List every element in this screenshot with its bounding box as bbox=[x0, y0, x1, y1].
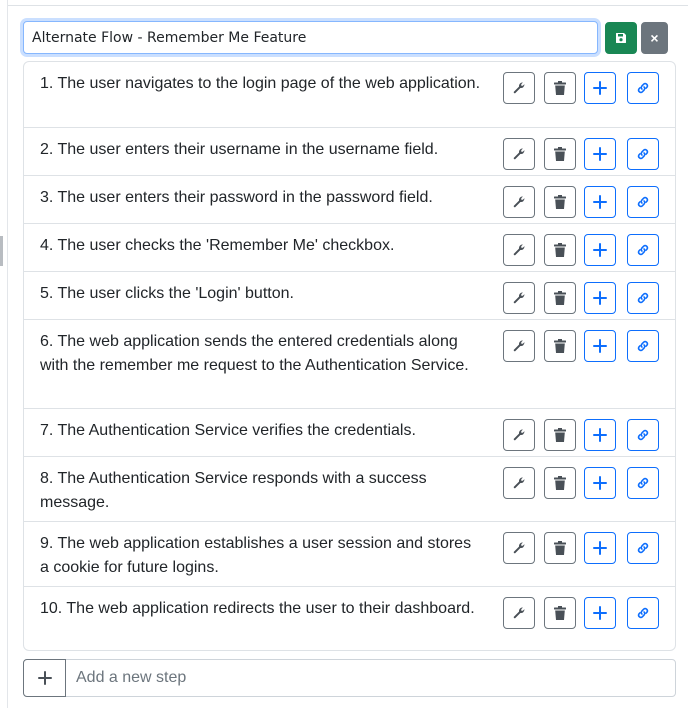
trash-icon bbox=[554, 147, 566, 161]
wrench-icon bbox=[512, 243, 526, 257]
wrench-icon bbox=[512, 606, 526, 620]
step-actions bbox=[503, 532, 660, 564]
delete-step-button[interactable] bbox=[544, 138, 576, 170]
link-step-button[interactable] bbox=[627, 234, 659, 266]
link-icon bbox=[636, 81, 650, 95]
step-row bbox=[24, 408, 675, 456]
cancel-button[interactable] bbox=[641, 22, 668, 54]
trash-icon bbox=[554, 476, 566, 490]
add-substep-button[interactable] bbox=[584, 532, 616, 564]
step-text: 9. The web application establishes a user session and stores a cookie for future logins. bbox=[40, 535, 472, 576]
step-actions bbox=[503, 282, 660, 314]
trash-icon bbox=[554, 243, 566, 257]
step-text: 10. The web application redirects the user to their dashboard. bbox=[40, 600, 475, 617]
delete-step-button[interactable] bbox=[544, 234, 576, 266]
plus-icon bbox=[38, 671, 52, 685]
step-actions bbox=[503, 419, 660, 451]
link-icon bbox=[636, 606, 650, 620]
plus-icon bbox=[593, 81, 607, 95]
delete-step-button[interactable] bbox=[544, 330, 576, 362]
step-actions bbox=[503, 597, 660, 629]
delete-step-button[interactable] bbox=[544, 419, 576, 451]
link-icon bbox=[636, 195, 650, 209]
plus-icon bbox=[593, 291, 607, 305]
edit-step-button[interactable] bbox=[503, 186, 535, 218]
link-icon bbox=[636, 339, 650, 353]
wrench-icon bbox=[512, 541, 526, 555]
step-text: 4. The user checks the 'Remember Me' checkbox. bbox=[40, 237, 395, 254]
link-icon bbox=[636, 147, 650, 161]
delete-step-button[interactable] bbox=[544, 72, 576, 104]
trash-icon bbox=[554, 291, 566, 305]
step-row bbox=[24, 62, 675, 127]
link-step-button[interactable] bbox=[627, 330, 659, 362]
delete-step-button[interactable] bbox=[544, 532, 576, 564]
step-text: 6. The web application sends the entered credentials along with the remember me request to the Authentication Service. bbox=[40, 333, 469, 374]
trash-icon bbox=[554, 81, 566, 95]
floppy-disk-icon bbox=[615, 32, 627, 44]
steps-list bbox=[23, 61, 676, 651]
new-step-input-group bbox=[23, 659, 676, 697]
edit-step-button[interactable] bbox=[503, 419, 535, 451]
wrench-icon bbox=[512, 195, 526, 209]
link-step-button[interactable] bbox=[627, 467, 659, 499]
step-row bbox=[24, 127, 675, 175]
plus-icon bbox=[593, 428, 607, 442]
link-step-button[interactable] bbox=[627, 419, 659, 451]
wrench-icon bbox=[512, 81, 526, 95]
delete-step-button[interactable] bbox=[544, 282, 576, 314]
add-substep-button[interactable] bbox=[584, 597, 616, 629]
add-substep-button[interactable] bbox=[584, 234, 616, 266]
edit-step-button[interactable] bbox=[503, 330, 535, 362]
add-substep-button[interactable] bbox=[584, 467, 616, 499]
edit-step-button[interactable] bbox=[503, 72, 535, 104]
flow-title-input[interactable] bbox=[23, 21, 598, 54]
add-substep-button[interactable] bbox=[584, 138, 616, 170]
step-row bbox=[24, 223, 675, 271]
step-text: 8. The Authentication Service responds with a success message. bbox=[40, 470, 427, 511]
link-step-button[interactable] bbox=[627, 138, 659, 170]
link-icon bbox=[636, 476, 650, 490]
plus-icon bbox=[593, 147, 607, 161]
step-row bbox=[24, 175, 675, 223]
step-row bbox=[24, 271, 675, 319]
wrench-icon bbox=[512, 339, 526, 353]
link-step-button[interactable] bbox=[627, 282, 659, 314]
link-icon bbox=[636, 428, 650, 442]
delete-step-button[interactable] bbox=[544, 467, 576, 499]
trash-icon bbox=[554, 195, 566, 209]
link-step-button[interactable] bbox=[627, 532, 659, 564]
step-text: 3. The user enters their password in the password field. bbox=[40, 189, 433, 206]
delete-step-button[interactable] bbox=[544, 186, 576, 218]
add-step-button[interactable] bbox=[23, 659, 66, 697]
new-step-input[interactable] bbox=[66, 660, 675, 696]
wrench-icon bbox=[512, 147, 526, 161]
top-divider bbox=[8, 5, 688, 6]
step-actions bbox=[503, 467, 660, 499]
add-substep-button[interactable] bbox=[584, 186, 616, 218]
trash-icon bbox=[554, 339, 566, 353]
wrench-icon bbox=[512, 291, 526, 305]
link-icon bbox=[636, 291, 650, 305]
link-step-button[interactable] bbox=[627, 186, 659, 218]
trash-icon bbox=[554, 541, 566, 555]
step-actions bbox=[503, 330, 660, 362]
add-substep-button[interactable] bbox=[584, 419, 616, 451]
step-row bbox=[24, 586, 675, 650]
link-step-button[interactable] bbox=[627, 597, 659, 629]
step-actions bbox=[503, 234, 660, 266]
trash-icon bbox=[554, 606, 566, 620]
step-text: 2. The user enters their username in the username field. bbox=[40, 141, 439, 158]
step-text: 7. The Authentication Service verifies the credentials. bbox=[40, 422, 416, 439]
step-row bbox=[24, 521, 675, 586]
step-row bbox=[24, 319, 675, 408]
step-row bbox=[24, 456, 675, 521]
link-icon bbox=[636, 243, 650, 257]
plus-icon bbox=[593, 243, 607, 257]
resize-handle[interactable] bbox=[0, 236, 3, 266]
edit-step-button[interactable] bbox=[503, 597, 535, 629]
step-actions bbox=[503, 186, 660, 218]
plus-icon bbox=[593, 541, 607, 555]
edit-step-button[interactable] bbox=[503, 467, 535, 499]
add-substep-button[interactable] bbox=[584, 330, 616, 362]
edit-step-button[interactable] bbox=[503, 282, 535, 314]
link-icon bbox=[636, 541, 650, 555]
step-text: 1. The user navigates to the login page of the web application. bbox=[40, 75, 481, 92]
edit-step-button[interactable] bbox=[503, 532, 535, 564]
plus-icon bbox=[593, 195, 607, 209]
step-actions bbox=[503, 72, 660, 104]
edit-step-button[interactable] bbox=[503, 138, 535, 170]
plus-icon bbox=[593, 476, 607, 490]
add-substep-button[interactable] bbox=[584, 282, 616, 314]
flow-title-editor bbox=[23, 21, 668, 54]
left-panel-border bbox=[0, 0, 8, 708]
plus-icon bbox=[593, 606, 607, 620]
close-icon: × bbox=[650, 30, 659, 46]
wrench-icon bbox=[512, 428, 526, 442]
add-substep-button[interactable] bbox=[584, 72, 616, 104]
step-actions bbox=[503, 138, 660, 170]
edit-step-button[interactable] bbox=[503, 234, 535, 266]
plus-icon bbox=[593, 339, 607, 353]
wrench-icon bbox=[512, 476, 526, 490]
delete-step-button[interactable] bbox=[544, 597, 576, 629]
trash-icon bbox=[554, 428, 566, 442]
step-text: 5. The user clicks the 'Login' button. bbox=[40, 285, 294, 302]
link-step-button[interactable] bbox=[627, 72, 659, 104]
save-button[interactable] bbox=[605, 22, 637, 54]
